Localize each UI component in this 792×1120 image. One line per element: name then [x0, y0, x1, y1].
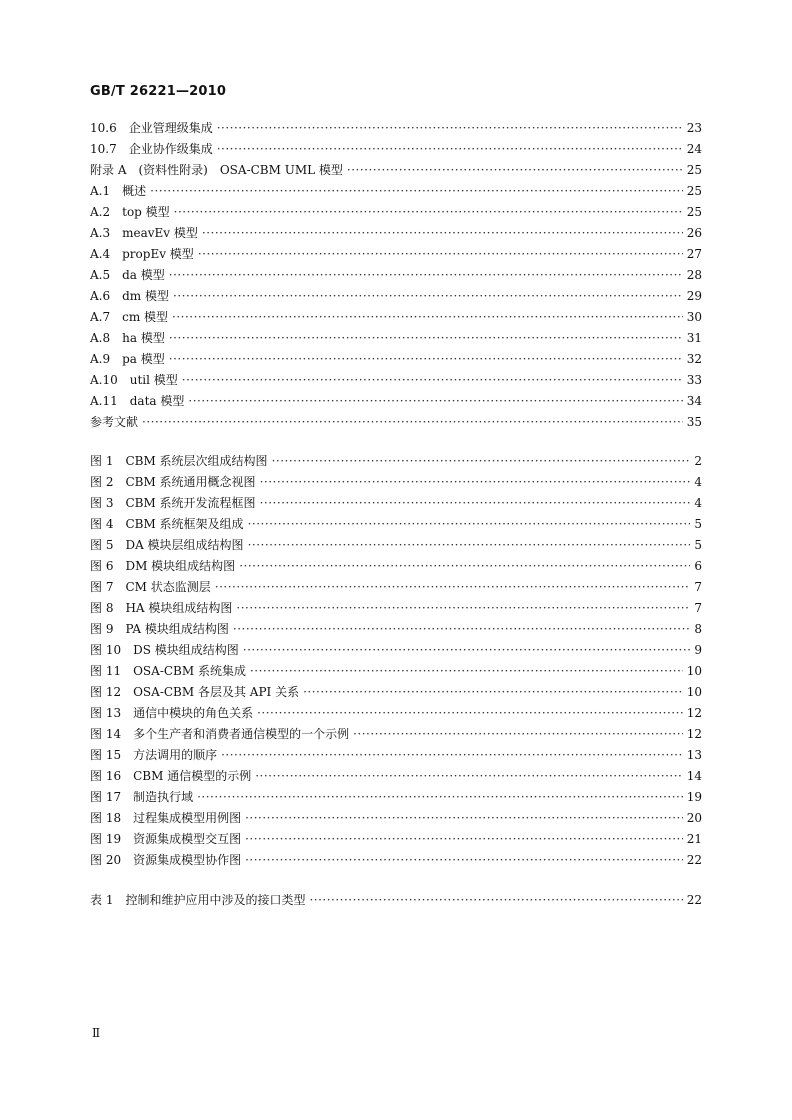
entry-number: 参考文献 [90, 415, 139, 429]
entry-number: A.10 [90, 373, 118, 387]
entry-title: CBM 系统框架及组成 [125, 517, 244, 531]
toc-entry[interactable] [90, 598, 702, 619]
dot-leader [182, 370, 683, 391]
entry-number: 图 2 [90, 475, 114, 489]
entry-number: 图 15 [90, 748, 122, 762]
entry-title: meavEv 模型 [122, 226, 198, 240]
toc-entry[interactable] [90, 139, 702, 160]
entry-page-number: 30 [686, 310, 702, 324]
dot-leader [172, 307, 683, 328]
entry-title: 资源集成模型交互图 [133, 832, 242, 846]
entry-page-number: 27 [686, 247, 702, 261]
entry-number: A.5 [90, 268, 111, 282]
entry-page-number: 28 [686, 268, 702, 282]
entry-title: CBM 系统开发流程框图 [125, 496, 256, 510]
entry-page-number: 12 [686, 727, 702, 741]
entry-number: 图 3 [90, 496, 114, 510]
entry-title: cm 模型 [122, 310, 169, 324]
entry-number: 图 11 [90, 664, 122, 678]
toc-entry[interactable] [90, 370, 702, 391]
dot-leader [197, 787, 683, 808]
toc-entry[interactable] [90, 535, 702, 556]
entry-page-number: 14 [686, 769, 702, 783]
contents-list [90, 118, 702, 433]
entry-page-number: 26 [686, 226, 702, 240]
entry-number: 图 19 [90, 832, 122, 846]
entry-title: 控制和维护应用中涉及的接口类型 [125, 893, 306, 907]
entry-title: 企业管理级集成 [128, 121, 213, 135]
entry-page-number: 4 [694, 475, 702, 489]
dot-leader [169, 349, 683, 370]
entry-title: 多个生产者和消费者通信模型的一个示例 [133, 727, 350, 741]
dot-leader [174, 202, 683, 223]
toc-entry[interactable] [90, 787, 702, 808]
entry-number: 图 18 [90, 811, 122, 825]
toc-entry[interactable] [90, 391, 702, 412]
dot-leader [221, 745, 683, 766]
entry-number: A.11 [90, 394, 118, 408]
entry-number: 图 16 [90, 769, 122, 783]
entry-number: 图 13 [90, 706, 122, 720]
toc-entry[interactable] [90, 451, 702, 472]
dot-leader [303, 682, 683, 703]
dot-leader [239, 556, 690, 577]
entry-page-number: 22 [686, 853, 702, 867]
entry-title: CBM 系统通用概念视图 [125, 475, 256, 489]
entry-number: A.1 [90, 184, 111, 198]
entry-page-number: 8 [694, 622, 702, 636]
toc-entry[interactable] [90, 619, 702, 640]
entry-number: A.3 [90, 226, 111, 240]
page-number: Ⅱ [92, 1026, 101, 1040]
dot-leader [272, 451, 691, 472]
entry-number: 图 4 [90, 517, 114, 531]
entry-page-number: 23 [686, 121, 702, 135]
toc-entry[interactable] [90, 244, 702, 265]
entry-title: 制造执行域 [133, 790, 194, 804]
toc-entry[interactable] [90, 202, 702, 223]
entry-title: 企业协作级集成 [128, 142, 213, 156]
toc-entry[interactable] [90, 766, 702, 787]
entry-number: A.9 [90, 352, 111, 366]
entry-number: 图 6 [90, 559, 114, 573]
entry-page-number: 29 [686, 289, 702, 303]
dot-leader [260, 472, 691, 493]
entry-title: da 模型 [122, 268, 165, 282]
dot-leader [260, 493, 691, 514]
entry-page-number: 25 [686, 205, 702, 219]
toc-entry[interactable] [90, 890, 702, 911]
entry-title: DS 模块组成结构图 [133, 643, 239, 657]
entry-title: data 模型 [129, 394, 185, 408]
entry-page-number: 13 [686, 748, 702, 762]
toc-entry[interactable] [90, 577, 702, 598]
entry-number: 10.7 [90, 142, 117, 156]
entry-page-number: 33 [686, 373, 702, 387]
entry-number: 图 14 [90, 727, 122, 741]
entry-number: 图 20 [90, 853, 122, 867]
toc-entry[interactable] [90, 286, 702, 307]
entry-page-number: 2 [694, 454, 702, 468]
entry-number: A.7 [90, 310, 111, 324]
dot-leader [255, 766, 683, 787]
toc-entry[interactable] [90, 160, 702, 181]
toc-entry[interactable] [90, 412, 702, 433]
toc-entry[interactable] [90, 724, 702, 745]
entry-title: OSA-CBM 系统集成 [133, 664, 246, 678]
entry-title: 方法调用的顺序 [133, 748, 218, 762]
toc-entry[interactable] [90, 682, 702, 703]
dot-leader [245, 829, 683, 850]
toc-entry[interactable] [90, 703, 702, 724]
entry-number: 图 5 [90, 538, 114, 552]
entry-page-number: 32 [686, 352, 702, 366]
entry-title: OSA-CBM 各层及其 API 关系 [133, 685, 300, 699]
entry-title: HA 模块组成结构图 [125, 601, 233, 615]
dot-leader [202, 223, 683, 244]
dot-leader [250, 661, 683, 682]
entry-number: 图 1 [90, 454, 114, 468]
toc-entry[interactable] [90, 349, 702, 370]
entry-page-number: 25 [686, 184, 702, 198]
tables-list [90, 890, 702, 911]
entry-title: util 模型 [129, 373, 178, 387]
dot-leader [245, 850, 683, 871]
entry-page-number: 12 [686, 706, 702, 720]
entry-title: (资料性附录) OSA-CBM UML 模型 [138, 163, 343, 177]
entry-page-number: 6 [694, 559, 702, 573]
entry-page-number: 5 [694, 538, 702, 552]
dot-leader [215, 577, 691, 598]
entry-number: 图 7 [90, 580, 114, 594]
dot-leader [173, 286, 683, 307]
toc-entry[interactable] [90, 328, 702, 349]
dot-leader [353, 724, 683, 745]
dot-leader [198, 244, 683, 265]
entry-number: A.8 [90, 331, 111, 345]
entry-number: 图 9 [90, 622, 114, 636]
dot-leader [347, 160, 683, 181]
entry-title: 资源集成模型协作图 [133, 853, 242, 867]
dot-leader [243, 640, 691, 661]
entry-title: DA 模块层组成结构图 [125, 538, 244, 552]
entry-number: 图 10 [90, 643, 122, 657]
entry-number: 图 8 [90, 601, 114, 615]
entry-title: CM 状态监测层 [125, 580, 211, 594]
entry-number: A.6 [90, 289, 111, 303]
entry-title: 过程集成模型用例图 [133, 811, 242, 825]
toc-entry[interactable] [90, 808, 702, 829]
standard-id-header: GB/T 26221—2010 [90, 84, 227, 99]
entry-title: propEv 模型 [122, 247, 194, 261]
entry-title: PA 模块组成结构图 [125, 622, 229, 636]
entry-page-number: 10 [686, 664, 702, 678]
toc-entry[interactable] [90, 850, 702, 871]
entry-number: A.2 [90, 205, 111, 219]
entry-number: 附录 A [90, 163, 127, 177]
dot-leader [217, 139, 683, 160]
entry-title: DM 模块组成结构图 [125, 559, 236, 573]
dot-leader [248, 514, 691, 535]
dot-leader [188, 391, 682, 412]
dot-leader [233, 619, 690, 640]
toc-entry[interactable] [90, 472, 702, 493]
toc-entry[interactable] [90, 661, 702, 682]
entry-page-number: 4 [694, 496, 702, 510]
toc-entry[interactable] [90, 223, 702, 244]
dot-leader [169, 328, 683, 349]
dot-leader [245, 808, 683, 829]
entry-title: CBM 系统层次组成结构图 [125, 454, 268, 468]
entry-page-number: 5 [694, 517, 702, 531]
entry-title: top 模型 [122, 205, 170, 219]
dot-leader [257, 703, 683, 724]
entry-page-number: 31 [686, 331, 702, 345]
entry-title: ha 模型 [122, 331, 165, 345]
toc-entry[interactable] [90, 307, 702, 328]
entry-title: 概述 [122, 184, 147, 198]
figures-list [90, 451, 702, 871]
entry-number: 表 1 [90, 893, 114, 907]
dot-leader [169, 265, 683, 286]
toc-entry[interactable] [90, 556, 702, 577]
entry-page-number: 10 [686, 685, 702, 699]
entry-page-number: 34 [686, 394, 702, 408]
toc-entry[interactable] [90, 181, 702, 202]
entry-page-number: 19 [686, 790, 702, 804]
entry-title: 通信中模块的角色关系 [133, 706, 254, 720]
toc-entry[interactable] [90, 829, 702, 850]
entry-number: 图 17 [90, 790, 122, 804]
toc-entry[interactable] [90, 640, 702, 661]
entry-page-number: 35 [686, 415, 702, 429]
entry-page-number: 22 [686, 893, 702, 907]
entry-page-number: 21 [686, 832, 702, 846]
dot-leader [236, 598, 690, 619]
entry-page-number: 9 [694, 643, 702, 657]
toc-entry[interactable] [90, 118, 702, 139]
toc-entry[interactable] [90, 514, 702, 535]
dot-leader [309, 890, 682, 911]
entry-page-number: 24 [686, 142, 702, 156]
toc-entry[interactable] [90, 745, 702, 766]
entry-page-number: 20 [686, 811, 702, 825]
dot-leader [150, 181, 683, 202]
dot-leader [217, 118, 683, 139]
toc-entry[interactable] [90, 493, 702, 514]
entry-number: A.4 [90, 247, 111, 261]
entry-title: pa 模型 [122, 352, 165, 366]
dot-leader [142, 412, 683, 433]
entry-number: 图 12 [90, 685, 122, 699]
entry-number: 10.6 [90, 121, 117, 135]
entry-page-number: 25 [686, 163, 702, 177]
entry-page-number: 7 [694, 580, 702, 594]
dot-leader [248, 535, 691, 556]
entry-title: dm 模型 [122, 289, 170, 303]
toc-entry[interactable] [90, 265, 702, 286]
entry-page-number: 7 [694, 601, 702, 615]
entry-title: CBM 通信模型的示例 [133, 769, 252, 783]
